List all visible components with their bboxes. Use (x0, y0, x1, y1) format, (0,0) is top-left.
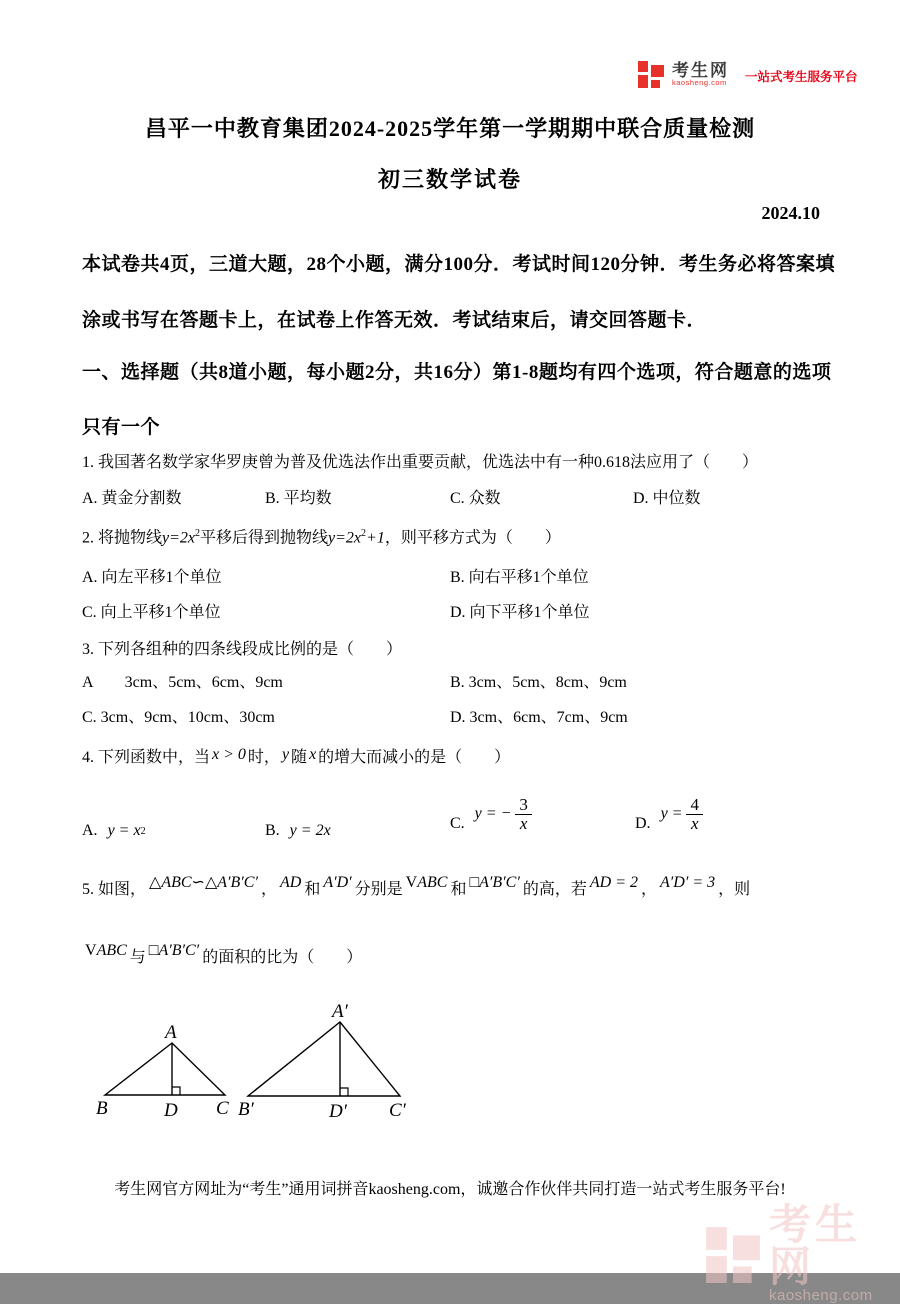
label-A: A (165, 1022, 177, 1043)
q4-option-b-formula: y = 2x (289, 822, 331, 839)
q2-option-b: B. 向右平移1个单位 (450, 569, 589, 586)
q5-text-1: 5. 如图， (82, 881, 147, 898)
q2-option-a: A. 向左平移1个单位 (82, 569, 222, 586)
q4-option-d-label: D. (635, 815, 651, 833)
question-3-stem: 3. 下列各组种的四条线段成比例的是（ ） (82, 641, 403, 658)
q3-option-d: D. 3cm、6cm、7cm、9cm (450, 709, 628, 726)
q3-option-c: C. 3cm、9cm、10cm、30cm (82, 709, 275, 726)
q5-similar-triangles-figure (88, 1002, 433, 1122)
label-D: D (164, 1100, 178, 1121)
q5-text-4: 分别是 (354, 881, 403, 898)
q2-option-c: C. 向上平移1个单位 (82, 604, 221, 621)
q5-l2-nabla-glyph: V (85, 942, 97, 959)
q5-formula-box-a1b1c1: □A′B′C′ (469, 874, 520, 891)
q5-formula-a1d13: A′D′ = 3 (660, 874, 716, 891)
q1-option-c: C. 众数 (450, 490, 501, 507)
q5-text-3: 和 (304, 881, 321, 898)
q5-l2-text-1: 与 (129, 949, 146, 966)
exam-title: 昌平一中教育集团2024-2025学年第一学期期中联合质量检测 (144, 116, 756, 141)
q5-l2-formula-box-a1b1c1: □A′B′C′ (148, 942, 200, 959)
q4-option-a-label: A. (82, 822, 98, 839)
q2-option-d: D. 向下平移1个单位 (450, 604, 590, 621)
q5-formula-ad2: AD = 2 (589, 874, 638, 891)
watermark-brand-domain: kaosheng.com (769, 1287, 873, 1304)
question-4-stem (82, 748, 510, 768)
exam-subtitle: 初三数学试卷 (377, 167, 522, 192)
question-2-stem (82, 528, 561, 548)
q5-text-5: 和 (450, 881, 467, 898)
q4-formula-2: y (281, 746, 290, 763)
q4-option-a-sup: 2 (140, 825, 146, 837)
q2-sup-2: 2 (361, 528, 367, 539)
exam-date: 2024.10 (761, 203, 820, 223)
brand-tagline: 一站式考生服务平台 (745, 70, 858, 84)
question-5-stem-line-2 (82, 942, 363, 968)
q4-text-3: 随 (291, 749, 308, 766)
q4-option-d (635, 796, 704, 833)
q5-text-2: ， (260, 881, 277, 898)
label-D-prime: D′ (329, 1101, 347, 1122)
section-1-heading-line-2: 只有一个 (82, 417, 161, 438)
q5-abc: ABC (417, 874, 448, 891)
q3-option-b: B. 3cm、5cm、8cm、9cm (450, 674, 627, 691)
kaosheng-logo (637, 60, 858, 88)
kaosheng-watermark-logo (704, 1201, 900, 1304)
q4-text-4: 的增大而减小的是（ ） (318, 749, 511, 766)
q5-formula-ad: AD (279, 874, 302, 891)
section-1-heading-line-1: 一、选择题（共8道小题，每小题2分，共16分）第1-8题均有四个选项，符合题意的选项 (82, 362, 832, 383)
q5-l2-formula-vabc (85, 941, 127, 961)
q3-option-a: A 3cm、5cm、6cm、9cm (82, 674, 283, 691)
brand-domain: kaosheng.com (672, 77, 727, 87)
kaosheng-watermark-icon (704, 1225, 762, 1283)
label-B-prime: B′ (238, 1099, 254, 1120)
q5-formula-vabc (406, 873, 448, 893)
q4-option-a-formula: y = x (107, 822, 141, 839)
q4-option-c-label: C. (450, 815, 465, 833)
q2-formula-3: +1 (366, 529, 385, 547)
question-1-stem: 1. 我国著名数学家华罗庚曾为普及优选法作出重要贡献，优选法中有一种0.618法应用了（ ） (82, 454, 759, 471)
q4-option-c (450, 796, 533, 833)
label-A-prime: A′ (332, 1001, 348, 1022)
label-C: C (216, 1098, 229, 1119)
q1-option-d: D. 中位数 (633, 490, 701, 507)
q4-option-c-formula: y = − (474, 805, 512, 823)
q2-formula-1: y=2x (162, 529, 196, 547)
q4-option-c-numerator: 3 (519, 795, 528, 814)
q4-option-b-label: B. (265, 822, 280, 839)
q5-text-8: ，则 (718, 881, 751, 898)
brand-name: 考生网 (672, 60, 729, 80)
q2-text-2: 平移后得到抛物线 (200, 529, 329, 547)
watermark-brand-name: 考生网 (769, 1201, 862, 1290)
q4-option-b (265, 822, 331, 840)
q4-option-d-formula: y = (660, 805, 683, 823)
q1-option-a: A. 黄金分割数 (82, 490, 182, 507)
q5-text-7: ， (641, 881, 658, 898)
q4-option-d-fraction (685, 796, 704, 833)
q4-text-2: 时， (247, 749, 280, 766)
label-B: B (96, 1098, 108, 1119)
q4-formula-3: x (309, 746, 317, 763)
q2-text-1: 2. 将抛物线 (82, 529, 163, 547)
q5-nabla-glyph: V (405, 874, 418, 891)
q2-formula-2: y=2x (328, 529, 362, 547)
q1-option-b: B. 平均数 (265, 490, 332, 507)
q2-text-3: ，则平移方式为（ ） (384, 529, 561, 547)
kaosheng-logo-icon (637, 60, 665, 88)
notice-line-1: 本试卷共4页，三道大题，28个小题，满分100分．考试时间120分钟．考生务必将答案填 (82, 254, 836, 275)
q2-sup-1: 2 (195, 528, 201, 539)
q4-option-d-denominator: x (686, 814, 704, 833)
q4-option-d-numerator: 4 (690, 795, 699, 814)
q5-text-6: 的高，若 (522, 881, 587, 898)
q5-formula-a1d1: A′D′ (323, 874, 352, 891)
q5-l2-abc: ABC (96, 942, 127, 959)
q4-formula-1: x > 0 (212, 746, 246, 763)
q4-option-a (82, 822, 146, 840)
q4-option-c-denominator: x (515, 814, 533, 833)
footer-text: 考生网官方网址为“考生”通用词拼音kaosheng.com，诚邀合作伙伴共同打造一站式考生服务平台! (114, 1181, 786, 1198)
notice-line-2: 涂或书写在答题卡上，在试卷上作答无效．考试结束后，请交回答题卡． (82, 310, 707, 331)
q5-l2-text-2: 的面积的比为（ ） (202, 949, 363, 966)
q4-text-1: 4. 下列函数中，当 (82, 749, 211, 766)
question-5-stem-line-1 (82, 874, 751, 900)
label-C-prime: C′ (389, 1100, 406, 1121)
q5-formula-similar: △ABC∽△A′B′C′ (149, 874, 258, 891)
q4-option-c-fraction (514, 796, 533, 833)
